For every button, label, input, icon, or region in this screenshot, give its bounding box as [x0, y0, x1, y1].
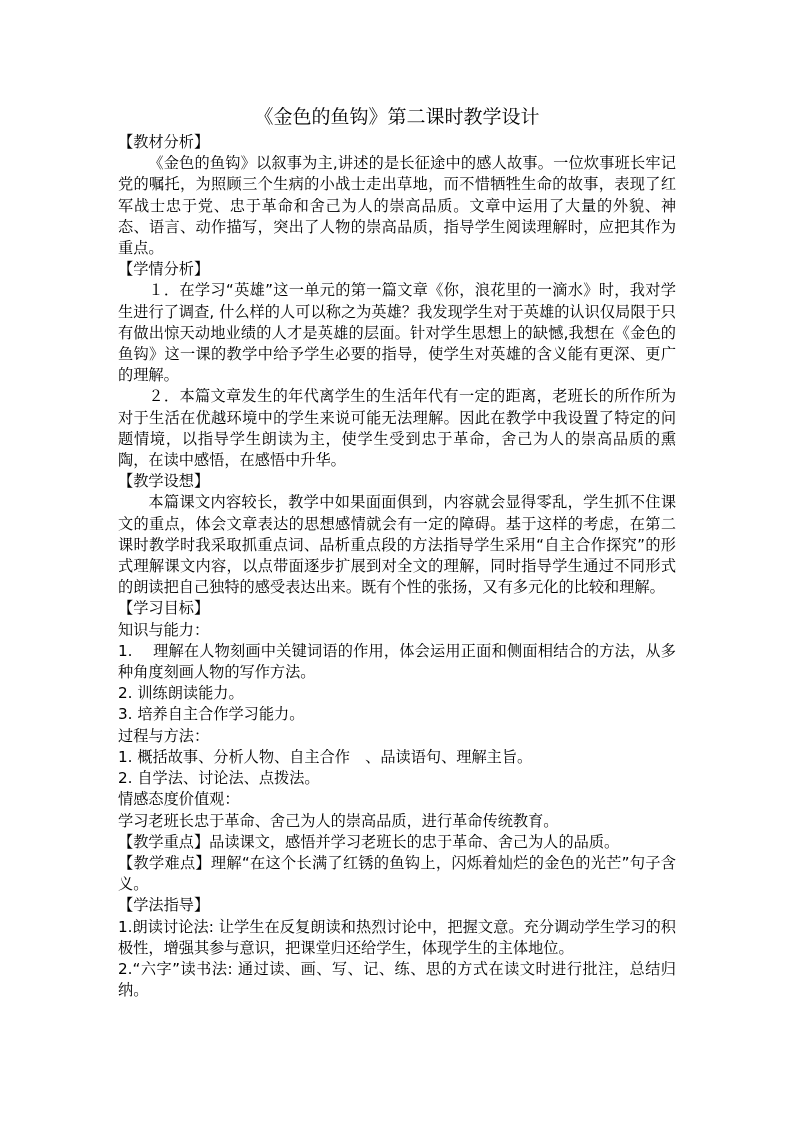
study-method-item-2: 2.“六字”读书法: 通过读、画、写、记、练、思的方式在读文时进行批注，总结归纳。 — [118, 959, 676, 1000]
student-analysis-heading: 【学情分析】 — [118, 260, 210, 279]
student-analysis-para-2: ２．本篇文章发生的年代离学生的生活年代有一定的距离，老班长的所作所为对于生活在优越环境中的学生来说可能无法理解。因此在教学中我设置了特定的问题情境，以指导学生朗读为主，使学生受到忠于革命，舍己为人的崇高品质的熏陶，在读中感悟，在感悟中升华。 — [118, 387, 676, 470]
document-page — [118, 104, 676, 1001]
emotion-label: 情感态度价值观： — [118, 790, 240, 809]
study-method-item-1: 1.朗读讨论法: 让学生在反复朗读和热烈讨论中，把握文意。充分调动学生学习的积极性，增强其参与意识，把课堂归还给学生，体现学生的主体地位。 — [118, 917, 676, 957]
key-point-line — [118, 832, 676, 853]
difficult-point-body: 理解“在这个长满了红锈的鱼钩上，闪烁着灿烂的金色的光芒”句子含义。 — [118, 853, 676, 894]
emotion-text: 学习老班长忠于革命、舍己为人的崇高品质，进行革命传统教育。 — [118, 811, 559, 830]
knowledge-item-3: 3. 培养自主合作学习能力。 — [118, 705, 305, 724]
process-item-1: 1. 概括故事、分析人物、自主合作 、品读语句、理解主旨。 — [118, 747, 533, 766]
study-method-heading: 【学法指导】 — [118, 896, 210, 915]
textbook-analysis-body: 《金色的鱼钩》以叙事为主,讲述的是长征途中的感人故事。一位炊事班长牢记党的嘱托，为照顾三个生病的小战士走出草地，而不惜牺牲生命的故事，表现了红军战士忠于党、忠于革命和舍己为人的崇高品质。文章中运用了大量的外貌、神态、语言、动作描写，突出了人物的崇高品质，指导学生阅读理解时，应把其作为重点。 — [118, 154, 676, 258]
learning-goals-heading: 【学习目标】 — [118, 599, 210, 618]
key-point-body: 品读课文，感悟并学习老班长的忠于革命、舍己为人的品质。 — [209, 832, 620, 851]
process-item-2: 2. 自学法、讨论法、点拨法。 — [118, 769, 320, 788]
teaching-concept-body: 本篇课文内容较长，教学中如果面面俱到，内容就会显得零乱，学生抓不住课文的重点，体会文章表达的思想感情就会有一定的障碍。基于这样的考虑，在第二课时教学时我采取抓重点词、品析重点段的方法指导学生采用“自主合作探究”的形式理解课文内容，以点带面逐步扩展到对全文的理解，同时指导学生通过不同形式的朗读把自己独特的感受表达出来。既有个性的张扬，又有多元化的比较和理解。 — [118, 493, 676, 597]
difficult-point-line — [118, 853, 676, 895]
process-label: 过程与方法： — [118, 726, 210, 745]
teaching-concept-heading: 【教学设想】 — [118, 472, 210, 491]
textbook-analysis-heading: 【教材分析】 — [118, 133, 210, 151]
knowledge-label: 知识与能力： — [118, 620, 210, 639]
knowledge-item-1: 1. 理解在人物刻画中关键词语的作用，体会运用正面和侧面相结合的方法，从多种角度刻画人物的写作方法。 — [118, 641, 676, 682]
document-title: 《金色的鱼钩》第二课时教学设计 — [254, 106, 540, 128]
difficult-point-heading: 【教学难点】 — [118, 853, 211, 872]
student-analysis-para-1: １．在学习“英雄”这一单元的第一篇文章《你，浪花里的一滴水》时，我对学生进行了调查, 什么样的人可以称之为英雄？我发现学生对于英雄的认识仅局限于只有做出惊天动地业绩的人才是英雄的层面。针对学生思想上的缺憾,我想在《金色的鱼钩》这一课的教学中给予学生必要的指导，使学生对英雄的含义能有更深、更广的理解。 — [118, 281, 676, 385]
knowledge-item-2: 2. 训练朗读能力。 — [118, 684, 244, 703]
key-point-heading: 【教学重点】 — [118, 832, 210, 851]
